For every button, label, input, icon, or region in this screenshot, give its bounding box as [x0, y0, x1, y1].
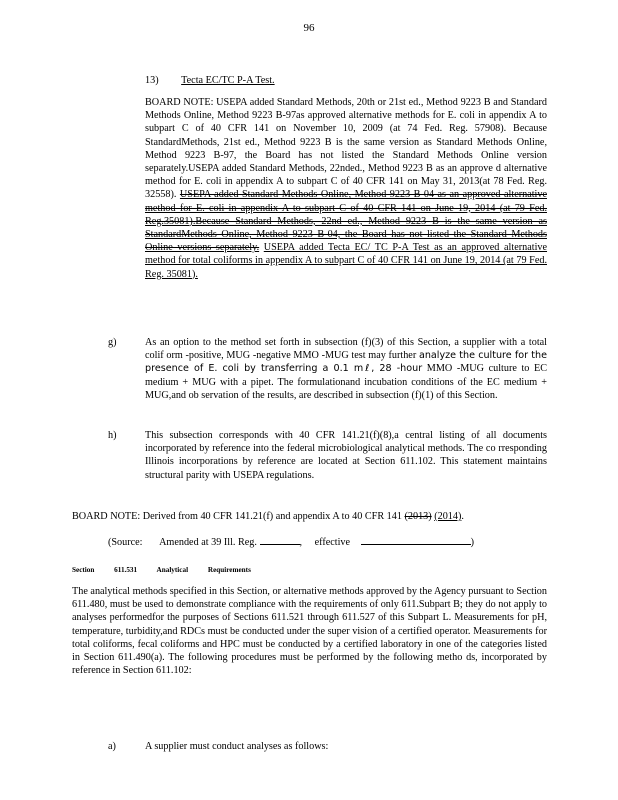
board-note-1	[145, 96, 547, 281]
section-heading	[72, 564, 269, 577]
item-g-text-c: MMO -MUG culture to EC medium + MUG with a pipet. The formulationand incubation conditions of the EC medium + MUG,and ob servation of the results, are described in subsection (f)(1) of this Section.	[145, 363, 547, 401]
source-line: (Source: Amended at 39 Ill. Reg. , effective )	[108, 537, 474, 548]
board-note-1-struck: USEPA added Standard Methods Online, Method 9223 B-04 as an approved alternative method for E. coli in appendix A to subpart C of 40 CFR 141 on June 19, 2014 (at 79 Fed. Reg.35081).Because Standard Methods, 22nd ed., Method 9223 B is the same version as StandardMethods Online, Method 9223 B-04, the Board has not listed the Standard Methods Online versions separately.	[145, 189, 547, 254]
board-note-2-text: BOARD NOTE: Derived from 40 CFR 141.21(f) and appendix A to 40 CFR 141	[72, 511, 402, 522]
source-close: )	[470, 537, 474, 548]
item-13-label: 13)	[145, 75, 159, 86]
section-number: 611.531	[114, 566, 138, 574]
item-h-text: This subsection corresponds with 40 CFR 141.21(f)(8),a central listing of all documents incorporated by reference into the federal microbiological analytical methods. The co rresponding Illinois incorporations by reference are located at Section 611.102. This statement maintains structural parity with USEPA regulations.	[145, 430, 547, 481]
item-g-label: g)	[108, 337, 117, 348]
item-g-text-a: As an option to the method set forth in subsection (f)(3) of this Section, a supplier with a total colif orm -positive, MUG -negative MMO -MUG test may further	[145, 337, 547, 362]
item-h-label: h)	[108, 430, 117, 441]
effective-date-blank	[361, 544, 471, 545]
item-g-text	[145, 336, 547, 402]
item-a-text: A supplier must conduct analyses as follows:	[145, 741, 329, 752]
source-effective: effective	[314, 537, 351, 548]
page-number: 96	[303, 22, 315, 34]
item-13	[145, 74, 275, 87]
item-13-text: Tecta EC/TC P-A Test.	[181, 75, 275, 86]
board-note-2-struck: (2013)	[404, 511, 432, 522]
source-amended: Amended at 39 Ill. Reg.	[159, 537, 257, 548]
board-note-1-part1: BOARD NOTE: USEPA added Standard Methods, 20th or 21st ed., Method 9223 B and Standard Methods Online, Method 9223 B-97as approved alternative methods for E. coli in appendix A to subpart C of 40 CFR 141 on November 10, 2009 (at 74 Fed. Reg. 57908). Because StandardMethods, 21st ed., Method 9223 B is the same version as Standard Methods Online, Method 9223 B-97, the Board has not listed the Standard Methods Online version separately.USEPA added Standard Methods, 22nded., Method 9223 B as an approve d alternative method for E. coli in appendix A to subpart C of 40 CFR 141 on May 31, 2013(at 78 Fed. Reg. 32558).	[145, 97, 547, 201]
section-title-2: Requirements	[207, 566, 251, 574]
section-title-1: Analytical	[156, 566, 189, 574]
item-a-label: a)	[108, 741, 116, 752]
board-note-2-end: .	[461, 511, 464, 522]
board-note-2-underlined: (2014)	[434, 511, 462, 522]
board-note-1-part3: USEPA added Tecta EC/ TC P-A Test as an approved alternative method for total coliforms in appendix A to subpart C of 40 CFR 141 on June 19, 2014 (at 79 Fed. Reg. 35081).	[145, 242, 548, 280]
item-g-text-b: analyze the culture for the presence of E. coli by transferring a 0.1 mℓ, 28 -hour	[145, 350, 548, 375]
section-body: The analytical methods specified in this Section, or alternative methods approved by the Agency pursuant to Section 611.480, must be used to demonstrate compliance with the requirements of only 611.Subpart B; they do not apply to analyses performedfor the purposes of Sections 611.521 through 611.527 of this Subpart L. Measurements for pH, temperature, turbidity,and RDCs must be conducted under the super vision of a certified operator. Measurements for total coliforms, fecal coliforms and HPC must be conducted by a certified laboratory in one of the categories listed in Section 611.490(a). The following procedures must be performed by the following metho ds, incorporated by reference in Section 611.102:	[72, 586, 547, 677]
source-prefix: (Source:	[108, 537, 143, 548]
section-word: Section	[72, 566, 95, 574]
register-blank	[260, 544, 300, 545]
board-note-2	[72, 510, 552, 523]
